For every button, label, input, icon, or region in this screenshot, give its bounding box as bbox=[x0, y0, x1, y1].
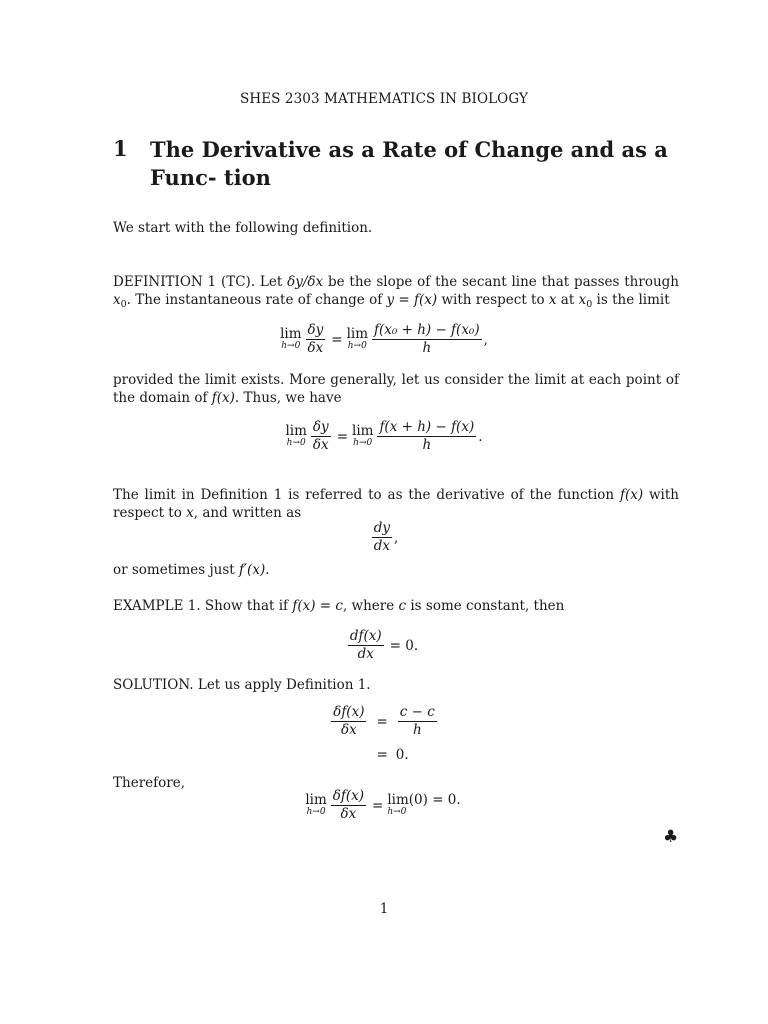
numerator: c − c bbox=[399, 704, 435, 720]
numerator: dy bbox=[373, 520, 390, 536]
x0-base-2: x bbox=[578, 292, 587, 308]
aligned-row bbox=[325, 739, 443, 771]
denominator: δx bbox=[307, 340, 324, 356]
limit-operator bbox=[387, 791, 461, 818]
numerator: δf(x) bbox=[333, 704, 365, 720]
example-paragraph bbox=[113, 597, 679, 615]
equals-sign: = bbox=[331, 331, 343, 348]
x-symbol: x bbox=[548, 292, 557, 308]
c-symbol: c bbox=[398, 598, 407, 614]
c-minus-c-fraction bbox=[398, 704, 437, 739]
numerator: df(x) bbox=[349, 628, 382, 644]
delta-f-fraction bbox=[331, 704, 366, 739]
equation-limit-2 bbox=[0, 419, 768, 454]
numerator: δy bbox=[307, 322, 324, 338]
aligned-equals: = bbox=[376, 713, 388, 730]
equation-example bbox=[0, 628, 768, 663]
limit-operator bbox=[346, 325, 369, 352]
equals-sign: = bbox=[372, 797, 384, 814]
equation-solution-aligned bbox=[0, 704, 768, 771]
def-text-3: with respect to bbox=[437, 292, 549, 308]
general-text-2: . Thus, we have bbox=[234, 390, 342, 406]
limit-operator bbox=[352, 422, 374, 449]
derivative-paragraph bbox=[113, 486, 679, 522]
deriv-text-3: , and written as bbox=[193, 505, 302, 521]
sometimes-text-1: or sometimes just bbox=[113, 562, 239, 578]
x0-symbol-2 bbox=[579, 292, 593, 308]
denominator: dx bbox=[373, 538, 390, 554]
sometimes-paragraph bbox=[113, 561, 679, 579]
general-text-1: provided the limit exists. More generally, let us consider the limit at each point of the domain of bbox=[113, 372, 679, 406]
example-text-3: is some constant, then bbox=[406, 598, 565, 614]
difference-quotient bbox=[377, 419, 476, 454]
f-prime-symbol: f′(x) bbox=[239, 562, 266, 578]
lim-text: lim bbox=[352, 422, 374, 439]
numerator: δy bbox=[312, 419, 329, 435]
lim-subscript: h→0 bbox=[387, 806, 407, 817]
numerator: f(x + h) − f(x) bbox=[379, 419, 475, 435]
lim-text: lim bbox=[285, 422, 307, 439]
limit-operator bbox=[285, 422, 307, 449]
equals-sign: = bbox=[336, 428, 348, 445]
denominator: δx bbox=[340, 722, 357, 738]
lim-text: lim bbox=[305, 791, 327, 808]
page-number: 1 bbox=[379, 901, 389, 917]
y-equals-fx: y = f(x) bbox=[386, 292, 438, 308]
lim-text: lim bbox=[346, 325, 369, 342]
delta-fraction bbox=[311, 419, 331, 454]
trailing-comma: , bbox=[393, 529, 399, 546]
x0-base: x bbox=[113, 292, 121, 308]
def-text-4: at bbox=[556, 292, 579, 308]
numerator: f(x₀ + h) − f(x₀) bbox=[374, 322, 480, 338]
trailing-comma: , bbox=[483, 331, 488, 348]
sometimes-text-2: . bbox=[265, 562, 270, 578]
solution-paragraph: SOLUTION. Let us apply Definition 1. bbox=[113, 677, 371, 693]
x0-symbol bbox=[113, 292, 127, 308]
dy-dx-fraction bbox=[372, 520, 392, 555]
limit-operator bbox=[305, 791, 327, 818]
x0-subscript: 0 bbox=[120, 299, 127, 310]
delta-fraction bbox=[306, 322, 326, 357]
def-text-5: is the limit bbox=[592, 292, 670, 308]
numerator: δf(x) bbox=[332, 788, 365, 804]
def-text-2: . The instantaneous rate of change of bbox=[126, 292, 387, 308]
df-dx-fraction bbox=[348, 628, 384, 663]
denominator: h bbox=[422, 340, 432, 356]
lim-subscript: h→0 bbox=[281, 340, 301, 351]
deriv-text-2: with respect to bbox=[113, 487, 679, 521]
aligned-rhs: 0. bbox=[395, 747, 409, 763]
limit-operator bbox=[280, 325, 302, 352]
equation-final bbox=[0, 788, 768, 823]
aligned-equals: = bbox=[376, 747, 388, 763]
fx-equals-c: f(x) = c bbox=[292, 598, 343, 614]
deriv-text-1: The limit in Definition 1 is referred to as the derivative of the function bbox=[113, 487, 620, 503]
qed-club-icon: ♣ bbox=[663, 827, 679, 847]
general-limit-paragraph bbox=[113, 371, 679, 407]
definition-label: DEFINITION 1 (TC). Let bbox=[113, 274, 288, 290]
x0-subscript-2: 0 bbox=[586, 299, 593, 310]
definition-paragraph bbox=[113, 273, 679, 314]
equals-zero: = 0. bbox=[389, 637, 419, 654]
equation-leibniz bbox=[0, 520, 768, 555]
intro-paragraph: We start with the following definition. bbox=[113, 220, 373, 236]
delta-f-fraction bbox=[331, 788, 366, 823]
therefore-paragraph: Therefore, bbox=[113, 775, 185, 791]
fx-symbol: f(x) bbox=[619, 487, 644, 503]
aligned-lhs bbox=[325, 704, 372, 739]
example-text-1: EXAMPLE 1. Show that if bbox=[113, 598, 293, 614]
difference-quotient bbox=[372, 322, 482, 357]
lim-subscript: h→0 bbox=[306, 806, 326, 817]
example-text-2: , where bbox=[342, 598, 399, 614]
lim-subscript: h→0 bbox=[347, 340, 367, 351]
trailing-period: . bbox=[478, 428, 483, 445]
lim-text: lim bbox=[280, 325, 302, 342]
denominator: h bbox=[412, 722, 422, 738]
lim-subscript: h→0 bbox=[286, 437, 306, 448]
section-title: The Derivative as a Rate of Change and as a Func- tion bbox=[150, 137, 668, 190]
denominator: δx bbox=[340, 806, 357, 822]
lim-text: lim(0) = 0. bbox=[387, 791, 461, 808]
equation-limit-1 bbox=[0, 322, 768, 357]
def-text-1: be the slope of the secant line that passes through bbox=[323, 274, 679, 290]
delta-ratio: δy/δx bbox=[287, 274, 324, 290]
denominator: h bbox=[422, 437, 432, 453]
fx-symbol: f(x) bbox=[211, 390, 235, 406]
aligned-table bbox=[325, 704, 443, 771]
lim-subscript: h→0 bbox=[353, 437, 373, 448]
denominator: dx bbox=[357, 646, 374, 662]
x-symbol: x bbox=[186, 505, 194, 521]
aligned-lhs-empty bbox=[325, 739, 372, 771]
aligned-rhs bbox=[392, 704, 443, 739]
denominator: δx bbox=[312, 437, 329, 453]
running-head: SHES 2303 MATHEMATICS IN BIOLOGY bbox=[239, 91, 529, 107]
aligned-row bbox=[325, 704, 443, 739]
section-number: 1 bbox=[113, 136, 128, 161]
